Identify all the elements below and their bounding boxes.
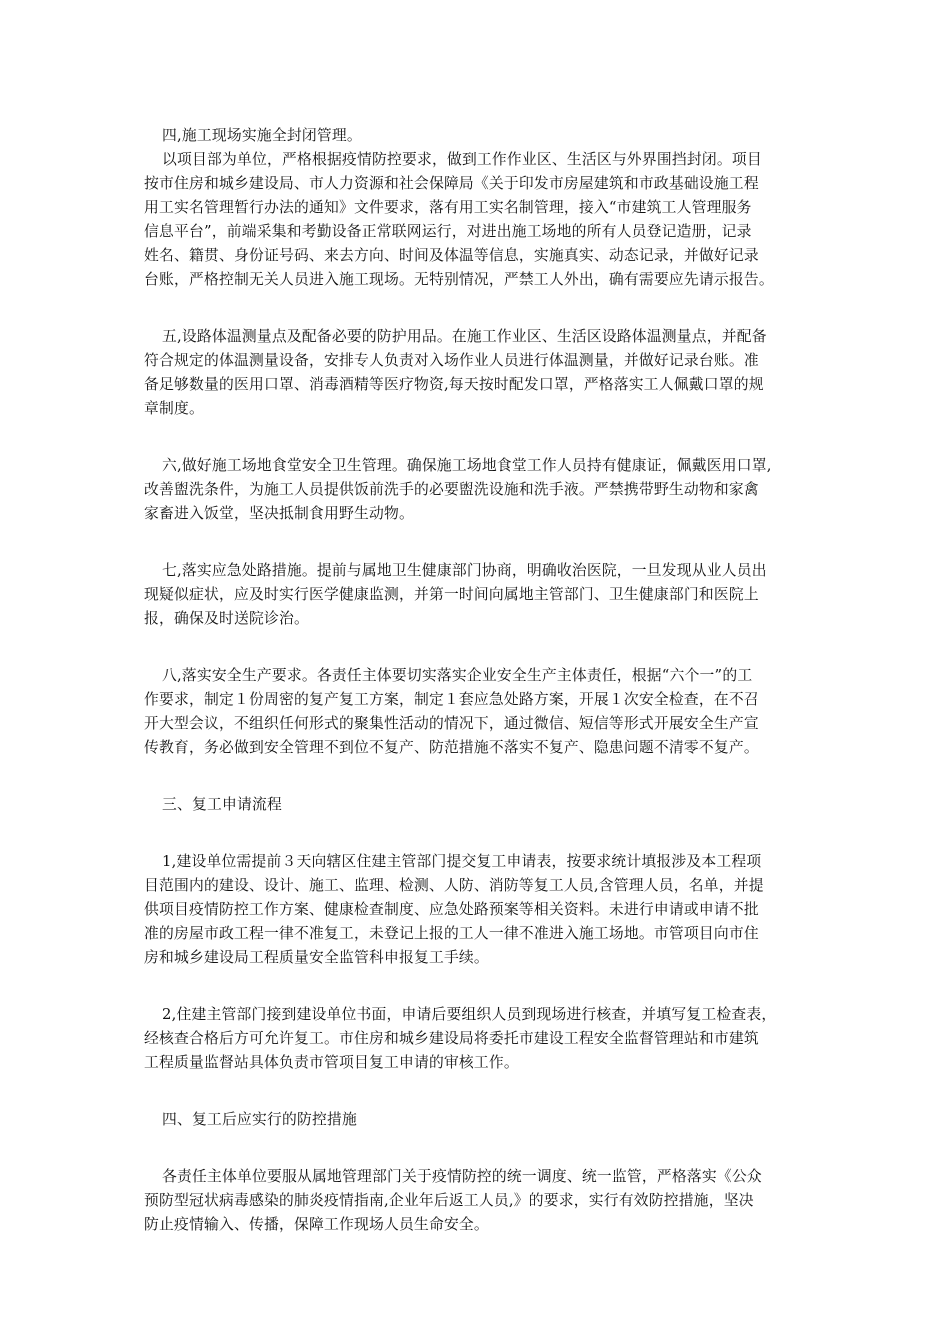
text-line: 七,落实应急处路措施。提前与属地卫生健康部门协商，明确收治医院，一旦发现从业人员出: [162, 562, 767, 579]
text-line: 防止疫情输入、传播，保障工作现场人员生命安全。: [144, 1216, 489, 1233]
text-line: 备足够数量的医用口罩、消毒酒精等医疗物资,每天按时配发口罩，严格落实工人佩戴口罩的规: [144, 376, 764, 393]
text-line: 房和城乡建设局工程质量安全监管科申报复工手续。: [144, 949, 489, 966]
text-line: 信息平台”，前端采集和考勤设备正常联网运行，对进出施工场地的所有人员登记造册，记录: [144, 223, 752, 240]
text-line: 传教育，务必做到安全管理不到位不复产、防范措施不落实不复产、隐患问题不清零不复产。: [144, 739, 759, 756]
paragraph-prevention: [144, 1165, 824, 1237]
section-four-site-closure: [144, 124, 824, 292]
text-line: 五,设路体温测量点及配备必要的防护用品。在施工作业区、生活区设路体温测量点，并配备: [162, 328, 767, 345]
text-line: 按市住房和城乡建设局、市人力资源和社会保障局《关于印发市房屋建筑和市政基础设施工程: [144, 175, 759, 192]
text-line: 八,落实安全生产要求。各责任主体要切实落实企业安全生产主体责任，根据“六个一”的工: [162, 667, 753, 684]
text-line: 准的房屋市政工程一律不准复工，未登记上报的工人一律不准进入施工场地。市管项目向市住: [144, 925, 759, 942]
text-line: 台账，严格控制无关人员进入施工现场。无特别情况，严禁工人外出，确有需要应先请示报告。: [144, 271, 774, 288]
paragraph-step-one: [144, 850, 824, 970]
section-heading: 四、复工后应实行的防控措施: [162, 1111, 357, 1128]
text-line: 符合规定的体温测量设备，安排专人负责对入场作业人员进行体温测量，并做好记录台账。准: [144, 352, 759, 369]
section-seven-emergency: [144, 559, 824, 631]
section-heading: 三、复工申请流程: [162, 796, 282, 813]
heading-four-prevention-measures: [144, 1108, 824, 1132]
text-line: 报，确保及时送院诊治。: [144, 610, 309, 627]
text-line: 姓名、籍贯、身份证号码、来去方向、时间及体温等信息，实施真实、动态记录，并做好记录: [144, 247, 759, 264]
text-line: 改善盥洗条件，为施工人员提供饭前洗手的必要盥洗设施和洗手液。严禁携带野生动物和家禽: [144, 481, 759, 498]
text-line: 用工实名管理暂行办法的通知》文件要求，落有用工实名制管理，接入“市建筑工人管理服务: [144, 199, 752, 216]
text-line: 供项目疫情防控工作方案、健康检查制度、应急处路预案等相关资料。未进行申请或申请不批: [144, 901, 759, 918]
section-six-canteen: [144, 454, 824, 526]
text-line: 2,住建主管部门接到建设单位书面，申请后要组织人员到现场进行核查，并填写复工检查表，: [162, 1006, 777, 1023]
text-line: 家畜进入饭堂，坚决抵制食用野生动物。: [144, 505, 414, 522]
section-heading: 四,施工现场实施全封闭管理。: [162, 127, 362, 144]
paragraph-step-two: [144, 1003, 824, 1075]
section-five-temperature: [144, 325, 824, 421]
section-eight-safety: [144, 664, 824, 760]
text-line: 以项目部为单位，严格根据疫情防控要求，做到工作作业区、生活区与外界围挡封闭。项目: [162, 151, 762, 168]
text-line: 作要求，制定１份周密的复产复工方案，制定１套应急处路方案，开展１次安全检查，在不召: [144, 691, 759, 708]
text-line: 1,建设单位需提前３天向辖区住建主管部门提交复工申请表，按要求统计填报涉及本工程项: [162, 853, 762, 870]
text-line: 经核查合格后方可允许复工。市住房和城乡建设局将委托市建设工程安全监督管理站和市建筑: [144, 1030, 759, 1047]
text-line: 工程质量监督站具体负责市管项目复工申请的审核工作。: [144, 1054, 519, 1071]
text-line: 目范围内的建设、设计、施工、监理、检测、人防、消防等复工人员,含管理人员，名单，并提: [144, 877, 764, 894]
text-line: 各责任主体单位要服从属地管理部门关于疫情防控的统一调度、统一监管，严格落实《公众: [162, 1168, 762, 1185]
text-line: 六,做好施工场地食堂安全卫生管理。确保施工场地食堂工作人员持有健康证，佩戴医用口罩,: [162, 457, 772, 474]
text-line: 预防型冠状病毒感染的肺炎疫情指南,企业年后返工人员,》的要求，实行有效防控措施，坚决: [144, 1192, 754, 1209]
text-line: 开大型会议，不组织任何形式的聚集性活动的情况下，通过微信、短信等形式开展安全生产宣: [144, 715, 759, 732]
heading-three-application-process: [144, 793, 824, 817]
text-line: 现疑似症状，应及时实行医学健康监测，并第一时间向属地主管部门、卫生健康部门和医院上: [144, 586, 759, 603]
text-line: 章制度。: [144, 400, 204, 417]
